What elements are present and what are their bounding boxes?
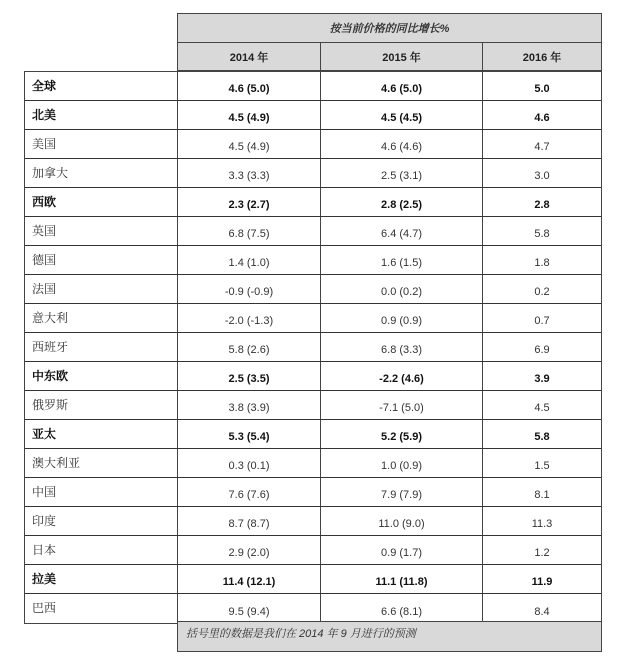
- cell-2015: 0.9 (0.9): [321, 304, 483, 332]
- row-label: 中国: [25, 478, 178, 506]
- cell-2016: 2.8: [534, 199, 550, 211]
- row-label: 西欧: [25, 188, 178, 216]
- cell-2014: 2.9 (2.0): [178, 536, 321, 564]
- cell-2014: 4.6 (5.0): [178, 72, 321, 100]
- row-label: 亚太: [25, 420, 178, 448]
- row-label: 中东欧: [25, 362, 178, 390]
- row-label: 日本: [25, 536, 178, 564]
- cell-2016: 6.9: [534, 344, 550, 356]
- table-row: [25, 130, 601, 159]
- cell-2016: 4.7: [534, 141, 550, 153]
- cell-2014: 2.3 (2.7): [178, 188, 321, 216]
- year-header-row: [178, 43, 601, 71]
- table-row: [25, 362, 601, 391]
- cell-2016: 11.9: [531, 576, 553, 588]
- cell-2014: 5.3 (5.4): [178, 420, 321, 448]
- table-header: [177, 13, 602, 71]
- growth-table: [24, 71, 602, 624]
- table-row: [25, 304, 601, 333]
- table-row: [25, 101, 601, 130]
- row-label: 德国: [25, 246, 178, 274]
- cell-2015: 2.5 (3.1): [321, 159, 483, 187]
- cell-2015: 11.1 (11.8): [321, 565, 483, 593]
- cell-2014: 5.8 (2.6): [178, 333, 321, 361]
- cell-2014: 9.5 (9.4): [178, 594, 321, 623]
- row-label: 巴西: [25, 594, 178, 623]
- cell-2014: 6.8 (7.5): [178, 217, 321, 245]
- cell-2015: 4.6 (5.0): [321, 72, 483, 100]
- cell-2015: -7.1 (5.0): [321, 391, 483, 419]
- table-row: [25, 420, 601, 449]
- cell-2015: 4.6 (4.6): [321, 130, 483, 158]
- cell-2016: 4.6: [534, 112, 550, 124]
- cell-2016: 8.1: [534, 489, 550, 501]
- cell-2014: 4.5 (4.9): [178, 101, 321, 129]
- cell-2016: 3.9: [534, 373, 550, 385]
- cell-2014: 2.5 (3.5): [178, 362, 321, 390]
- year-header-2014: 2014 年: [178, 43, 321, 71]
- cell-2015: -2.2 (4.6): [321, 362, 483, 390]
- row-label: 西班牙: [25, 333, 178, 361]
- cell-2014: 3.3 (3.3): [178, 159, 321, 187]
- cell-2016: 5.8: [534, 431, 550, 443]
- cell-2016: 1.2: [534, 547, 550, 559]
- table-row: [25, 507, 601, 536]
- row-label: 法国: [25, 275, 178, 303]
- table-row: [25, 478, 601, 507]
- table-row: [25, 449, 601, 478]
- cell-2015: 5.2 (5.9): [321, 420, 483, 448]
- table-row: [25, 159, 601, 188]
- table-row: [25, 275, 601, 304]
- cell-2016: 11.3: [531, 518, 553, 530]
- cell-2016: 3.0: [534, 170, 550, 182]
- cell-2015: 11.0 (9.0): [321, 507, 483, 535]
- cell-2016: 0.7: [534, 315, 550, 327]
- cell-2015: 0.9 (1.7): [321, 536, 483, 564]
- table-row: [25, 188, 601, 217]
- cell-2015: 4.5 (4.5): [321, 101, 483, 129]
- row-label: 北美: [25, 101, 178, 129]
- cell-2014: 7.6 (7.6): [178, 478, 321, 506]
- cell-2015: 7.9 (7.9): [321, 478, 483, 506]
- row-label: 全球: [25, 72, 178, 100]
- year-header-2016: 2016 年: [522, 52, 562, 64]
- cell-2014: -2.0 (-1.3): [178, 304, 321, 332]
- row-label: 俄罗斯: [25, 391, 178, 419]
- cell-2016: 5.8: [534, 228, 550, 240]
- year-header-2015: 2015 年: [321, 43, 483, 71]
- table-row: [25, 391, 601, 420]
- table-row: [25, 333, 601, 362]
- cell-2014: 4.5 (4.9): [178, 130, 321, 158]
- row-label: 澳大利亚: [25, 449, 178, 477]
- row-label: 英国: [25, 217, 178, 245]
- cell-2016: 5.0: [534, 83, 550, 95]
- cell-2015: 0.0 (0.2): [321, 275, 483, 303]
- cell-2015: 1.0 (0.9): [321, 449, 483, 477]
- row-label: 美国: [25, 130, 178, 158]
- table-row: [25, 565, 601, 594]
- cell-2015: 6.4 (4.7): [321, 217, 483, 245]
- cell-2015: 6.6 (8.1): [321, 594, 483, 623]
- table-row: [25, 246, 601, 275]
- row-label: 加拿大: [25, 159, 178, 187]
- footnote: 括号里的数据是我们在 2014 年 9 月进行的预测: [177, 621, 602, 652]
- table-row: [25, 594, 601, 623]
- cell-2016: 1.5: [534, 460, 550, 472]
- cell-2015: 1.6 (1.5): [321, 246, 483, 274]
- table-row: [25, 217, 601, 246]
- cell-2015: 2.8 (2.5): [321, 188, 483, 216]
- cell-2014: 8.7 (8.7): [178, 507, 321, 535]
- cell-2014: 0.3 (0.1): [178, 449, 321, 477]
- cell-2014: 1.4 (1.0): [178, 246, 321, 274]
- row-label: 拉美: [25, 565, 178, 593]
- table-row: [25, 536, 601, 565]
- row-label: 印度: [25, 507, 178, 535]
- row-label: 意大利: [25, 304, 178, 332]
- cell-2016: 4.5: [534, 402, 550, 414]
- cell-2016: 8.4: [534, 606, 550, 618]
- header-title: 按当前价格的同比增长%: [178, 14, 601, 43]
- cell-2016: 1.8: [534, 257, 550, 269]
- cell-2014: -0.9 (-0.9): [178, 275, 321, 303]
- cell-2016: 0.2: [534, 286, 550, 298]
- cell-2015: 6.8 (3.3): [321, 333, 483, 361]
- cell-2014: 11.4 (12.1): [178, 565, 321, 593]
- table-row: [25, 72, 601, 101]
- cell-2014: 3.8 (3.9): [178, 391, 321, 419]
